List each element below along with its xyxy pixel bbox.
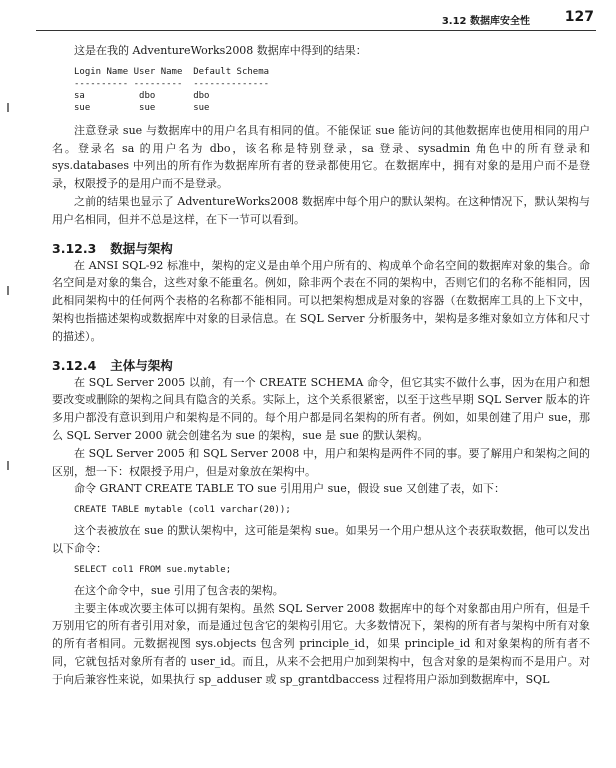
page-header: [36, 8, 596, 31]
code-block: CREATE TABLE mytable (col1 varchar(20));: [74, 505, 291, 516]
page-number: 127: [564, 9, 594, 25]
body-paragraph: 这个表被放在 sue 的默认架构中，这可能是架构 sue。如果另一个用户想从这个表获取数据，他可以发出以下命令：: [52, 524, 590, 555]
body-paragraph: 在 ANSI SQL-92 标准中，架构的定义是由单个用户所有的、构成单个命名空间的数据库对象的集合。命名空间是对象的集合，这些对象不能重名。例如，除非两个表在不同的架构中，否则它们的名称不能相同，因此相同架构中的任何两个表格的名称都不能相同。可以把架构想成是对象的容器（在数据库工具的上下文中，架构也指描述架构或数据库中对象的目录信息。在 SQL Server 分析服务中，架构是多维对象如立方体和尺寸的描述）。: [52, 258, 590, 343]
body-paragraph: 在这个命令中，sue 引用了包含表的架构。: [74, 583, 284, 597]
scan-mark: [7, 286, 9, 295]
result-table-row: sa dbo dbo: [74, 90, 210, 101]
intro-paragraph: 这是在我的 AdventureWorks2008 数据库中得到的结果：: [74, 44, 367, 57]
scan-mark: [7, 103, 9, 112]
result-table: [52, 66, 590, 114]
section-number: 3.12.4: [52, 357, 97, 373]
body-paragraph: 注意登录 sue 与数据库中的用户名具有相同的值。不能保证 sue 能访问的其他数据库也使用相同的用户名。登录名 sa 的用户名为 dbo，该名称是特别登录，sa 登录、sysadmin 角色中的所有登录和 sys.databases 中列出的所有作为数据库所有者的登录都使用它。在数据库中，拥有对象的是用户而不是登录，权限授予的是用户而不是登录。: [52, 123, 590, 191]
running-section-title: 3.12 数据库安全性: [441, 16, 530, 27]
section-heading-3-12-4: [52, 356, 590, 374]
section-title: 主体与架构: [110, 357, 173, 373]
body-paragraph: 之前的结果也显示了 AdventureWorks2008 数据库中每个用户的默认架构。在这种情况下，默认架构与用户名相同，但并不总是这样，在下一节可以看到。: [52, 194, 590, 226]
result-table-divider: ---------- --------- --------------: [74, 78, 270, 89]
scan-mark: [7, 461, 9, 470]
page-body: [52, 40, 590, 689]
body-paragraph: 在 SQL Server 2005 以前，有一个 CREATE SCHEMA 命令，但它其实不做什么事，因为在用户和想要改变或删除的架构之间具有隐含的关系。实际上，这个关系很紧密，以至于这些早期 SQL Server 版本的许多用户都没有意识到用户和架构是不同的。每个用户都是同名架构的所有者。例如，如果创建了用户 sue，那么 SQL Server 2000 就会创建名为 sue 的架构，sue 是 sue 的默认架构。: [52, 375, 590, 442]
result-table-row: sue sue sue: [74, 102, 210, 113]
section-title: 数据与架构: [110, 240, 173, 256]
section-heading-3-12-3: [52, 239, 590, 257]
body-paragraph: 在 SQL Server 2005 和 SQL Server 2008 中，用户和架构是两件不同的事。要了解用户和架构之间的区别，想一下：权限授予用户，但是对象放在架构中。: [52, 446, 590, 478]
body-paragraph: 主要主体或次要主体可以拥有架构。虽然 SQL Server 2008 数据库中的每个对象都由用户所有，但是千万别用它的所有者引用对象，而是通过包含它的架构引用它。大多数情况下，架构的所有者与架构中所有对象的所有者相同。元数据视图 sys.objects 包含列 principle_id，如果 principle_id 和对象架构的所有者不同，它就包括对象所有者的 user_id。而且，从来不会把用户加到架构中，包含对象的是架构而不是用户。对于向后兼容性来说，如果执行 sp_adduser 或 sp_grantdbaccess 过程将用户添加到数据库中，SQL: [52, 601, 590, 686]
code-block: SELECT col1 FROM sue.mytable;: [74, 564, 232, 575]
body-paragraph: 命令 GRANT CREATE TABLE TO sue 引用用户 sue，假设 sue 又创建了表，如下：: [74, 482, 506, 496]
result-table-header: Login Name User Name Default Schema: [74, 66, 270, 77]
section-number: 3.12.3: [52, 240, 97, 256]
